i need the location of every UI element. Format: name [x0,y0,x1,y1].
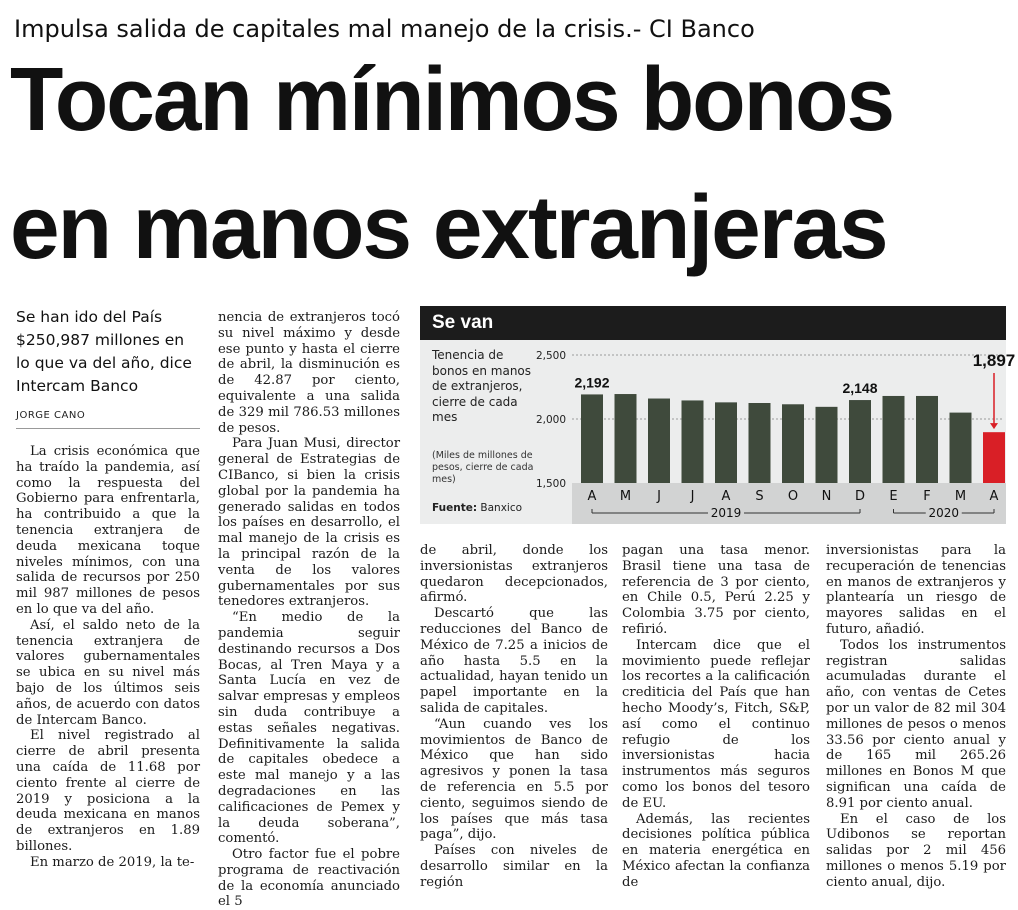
chart-description: Tenencia de bonos en manos de extranjeros, cierre de cada mes [432,348,532,424]
chart-header [420,306,1006,340]
chart-unit: (Miles de millones de pesos, cierre de cada mes) [432,450,534,485]
x-tick-label: A [721,489,731,504]
x-tick-label: A [989,489,999,504]
paragraph: pagan una tasa menor. Brasil tiene una tasa de referencia de 3 por ciento, en Chile 0.5, Perú 2.25 y Colombia 3.75 por ciento, refirió. [622,543,810,637]
x-tick-label: J [690,489,695,504]
paragraph: Para Juan Musi, director general de Estrategias de CIBanco, si bien la crisis global por la pandemia ha generado salidas en todos los países en desarrollo, el mal manejo de la crisis es la principal razón de la venta de los valores gubernamentales por sus tenedores extranjeros. [218,436,400,610]
x-tick-label: D [854,489,866,504]
data-label: 1,897 [972,351,1016,370]
paragraph: En el caso de los Udibonos se reportan salidas por 2 mil 456 millones o menos 5.19 por ciento anual, dijo. [826,811,1006,890]
article-column-4 [622,543,810,891]
bar [581,394,603,483]
data-label: 2,192 [574,374,610,391]
paragraph: inversionistas para la recuperación de tenencias en manos de extranjeros y plantearía un riesgo de mayores salidas en el futuro, añadió. [826,543,1006,637]
y-tick-label: 1,500 [535,478,566,490]
byline: JORGE CANO [16,410,86,421]
paragraph: El nivel registrado al cierre de abril presenta una caída de 11.68 por ciento frente al cierre de 2019 y posiciona a la deuda mexicana en manos de extranjeros en 1.89 billones. [16,728,200,854]
bar [782,404,804,483]
paragraph: nencia de extranjeros tocó su nivel máximo y desde ese punto y hasta el cierre de abril, la disminución es de 42.87 por ciento, equivalente a una salida de 329 mil 786.53 millones de pesos. [218,310,400,436]
deck: Se han ido del País $250,987 millones en lo que va del año, dice Intercam Banco [16,308,192,395]
data-label: 2,148 [842,380,878,397]
x-tick-label: O [787,489,799,504]
chart-source-value: Banxico [480,502,523,514]
x-tick-label: M [954,489,967,504]
chart-source-label: Fuente: [432,502,478,514]
kicker: Impulsa salida de capitales mal manejo de la crisis.- CI Banco [14,15,755,43]
x-tick-label: E [889,489,898,504]
paragraph: “En medio de la pandemia seguir destinando recursos a Dos Bocas, al Tren Maya y a Santa Lucía en vez de salvar empresas y empleos sin duda contribuye a estas señales negativas. Definitivamente la salida de capitales obedece a este mal manejo y a las degradaciones en las calificaciones de Pemex y la deuda soberana”, comentó. [218,610,400,847]
bar [950,413,972,483]
paragraph: Países con niveles de desarrollo similar en la región [420,843,608,890]
year-label: 2019 [710,506,742,520]
bar [749,403,771,483]
article-column-3 [420,543,608,891]
article-column-5 [826,543,1006,891]
bar [648,399,670,483]
paragraph: “Aun cuando ves los movimientos de Banco de México que han sido agresivos y ponen la tasa de referencia en 5.5 por ciento, seguimos siendo de los países que más tasa paga”, dijo. [420,716,608,843]
chart-source [432,502,522,514]
article-column-2 [218,310,400,910]
bar [816,407,838,483]
paragraph: de abril, donde los inversionistas extranjeros quedaron decepcionados, afirmó. [420,543,608,606]
bar [849,400,871,483]
x-tick-label: S [755,489,764,504]
paragraph: Otro factor fue el pobre programa de reactivación de la economía anunciado el 5 [218,847,400,910]
paragraph: La crisis económica que ha traído la pandemia, así como la respuesta del Gobierno para enfrentarla, ha contribuido a que la tenencia extranjera de deuda mexicana toque niveles mínimos, con una salida de recursos por 250 mil 987 millones de pesos en lo que va del año. [16,444,200,617]
bar [615,394,637,483]
x-tick-label: M [619,489,632,504]
y-tick-label: 2,500 [535,350,566,362]
paragraph: Intercam dice que el movimiento puede reflejar los recortes a la calificación crediticia del País que han hecho Moody’s, Fitch, S&P, así como el continuo refugio de los inversionistas hacia instrumentos más seguros como los bonos del tesoro de EU. [622,637,810,811]
x-tick-label: A [587,489,597,504]
x-tick-label: F [923,489,931,504]
byline-rule [16,428,200,429]
x-tick-label: N [821,489,832,504]
bond-holdings-chart [420,306,1016,524]
y-tick-label: 2,000 [535,414,566,426]
chart-title: Se van [432,312,494,333]
bar-highlight [983,432,1005,483]
headline-line-1: Tocan mínimos bonos [10,50,894,150]
year-label: 2020 [928,506,960,520]
bar [883,396,905,483]
paragraph: Así, el saldo neto de la tenencia extranjera de valores gubernamentales se ubica en su nivel más bajo de los últimos seis años, de acuerdo con datos de Intercam Banco. [16,617,200,728]
paragraph: Todos los instrumentos registran salidas acumuladas durante el año, con ventas de Cetes por un valor de 82 mil 304 millones de pesos o menos 33.56 por ciento anual y de 165 mil 265.26 millones en Bonos M que significan una caída de 8.91 por ciento anual. [826,637,1006,811]
bar [715,402,737,483]
bar [916,396,938,483]
headline-line-2: en manos extranjeras [10,178,887,278]
paragraph: Además, las recientes decisiones política pública en materia energética en México afectan la confianza de [622,811,810,890]
x-tick-label: J [657,489,661,504]
bar [682,400,704,483]
article-column-1 [16,444,200,871]
paragraph: Descartó que las reducciones del Banco de México de 7.25 a inicios de año hasta 5.5 en la actualidad, hayan tenido un papel importante en la salida de capitales. [420,606,608,716]
pointer-arrow [990,423,998,429]
paragraph: En marzo de 2019, la te- [30,854,195,870]
